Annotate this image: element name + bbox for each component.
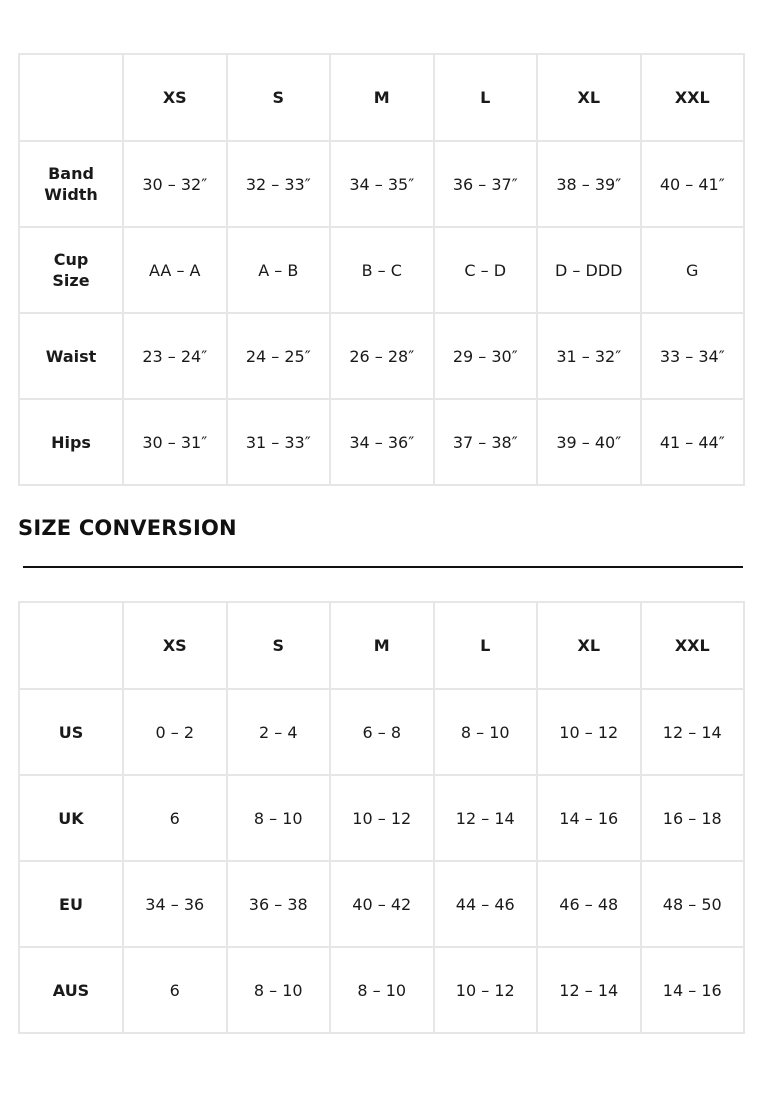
table-cell: 30 – 32″ — [123, 141, 227, 227]
table-cell: 14 – 16 — [537, 775, 641, 861]
row-label-hips: Hips — [19, 399, 123, 485]
table-row — [19, 227, 744, 313]
table-cell: D – DDD — [537, 227, 641, 313]
size-header: XL — [537, 602, 641, 689]
table-cell: B – C — [330, 227, 434, 313]
size-header: S — [227, 54, 331, 141]
row-label-us: US — [19, 689, 123, 775]
table-cell: 34 – 35″ — [330, 141, 434, 227]
table-cell: 48 – 50 — [641, 861, 745, 947]
row-label-waist: Waist — [19, 313, 123, 399]
table-cell: 10 – 12 — [434, 947, 538, 1033]
table-cell: 36 – 38 — [227, 861, 331, 947]
table-header-row — [19, 602, 744, 689]
table-row — [19, 399, 744, 485]
table-cell: AA – A — [123, 227, 227, 313]
table-header-row — [19, 54, 744, 141]
table-cell: 23 – 24″ — [123, 313, 227, 399]
table-cell: 6 — [123, 947, 227, 1033]
table-cell: 2 – 4 — [227, 689, 331, 775]
table-cell: 16 – 18 — [641, 775, 745, 861]
table-cell: 12 – 14 — [434, 775, 538, 861]
table-cell: 39 – 40″ — [537, 399, 641, 485]
row-label-uk: UK — [19, 775, 123, 861]
size-header: S — [227, 602, 331, 689]
row-label-eu: EU — [19, 861, 123, 947]
table-cell: 40 – 41″ — [641, 141, 745, 227]
size-header: M — [330, 602, 434, 689]
table-cell: 10 – 12 — [330, 775, 434, 861]
table-cell: 6 — [123, 775, 227, 861]
size-conversion-table — [18, 601, 745, 1034]
table-cell: 37 – 38″ — [434, 399, 538, 485]
table-cell: 38 – 39″ — [537, 141, 641, 227]
table-row — [19, 689, 744, 775]
size-header: L — [434, 54, 538, 141]
table-cell: 8 – 10 — [227, 775, 331, 861]
size-header: M — [330, 54, 434, 141]
table-row — [19, 861, 744, 947]
table-cell: 34 – 36 — [123, 861, 227, 947]
table-row — [19, 141, 744, 227]
table-row — [19, 947, 744, 1033]
table-cell: 36 – 37″ — [434, 141, 538, 227]
table-cell: 10 – 12 — [537, 689, 641, 775]
table-row — [19, 775, 744, 861]
size-header: XS — [123, 54, 227, 141]
size-header: XL — [537, 54, 641, 141]
corner-cell — [19, 54, 123, 141]
table-cell: 14 – 16 — [641, 947, 745, 1033]
table-cell: 26 – 28″ — [330, 313, 434, 399]
table-cell: 46 – 48 — [537, 861, 641, 947]
size-header: L — [434, 602, 538, 689]
table-cell: 31 – 32″ — [537, 313, 641, 399]
size-header: XXL — [641, 602, 745, 689]
table-cell: 29 – 30″ — [434, 313, 538, 399]
table-cell: A – B — [227, 227, 331, 313]
table-cell: 44 – 46 — [434, 861, 538, 947]
size-header: XXL — [641, 54, 745, 141]
table-cell: 8 – 10 — [227, 947, 331, 1033]
table-cell: 41 – 44″ — [641, 399, 745, 485]
row-label-aus: AUS — [19, 947, 123, 1033]
table-cell: 8 – 10 — [330, 947, 434, 1033]
size-measurement-table — [18, 53, 745, 486]
corner-cell — [19, 602, 123, 689]
table-cell: 33 – 34″ — [641, 313, 745, 399]
table-cell: 32 – 33″ — [227, 141, 331, 227]
table-cell: C – D — [434, 227, 538, 313]
table-cell: G — [641, 227, 745, 313]
table-cell: 6 – 8 — [330, 689, 434, 775]
table-row — [19, 313, 744, 399]
row-label-cup-size: Cup Size — [19, 227, 123, 313]
section-title: SIZE CONVERSION — [18, 516, 237, 540]
table-cell: 0 – 2 — [123, 689, 227, 775]
table-cell: 12 – 14 — [537, 947, 641, 1033]
table-cell: 8 – 10 — [434, 689, 538, 775]
section-divider — [23, 566, 743, 568]
table-cell: 30 – 31″ — [123, 399, 227, 485]
table-cell: 24 – 25″ — [227, 313, 331, 399]
table-cell: 40 – 42 — [330, 861, 434, 947]
table-cell: 34 – 36″ — [330, 399, 434, 485]
row-label-band-width: Band Width — [19, 141, 123, 227]
table-cell: 31 – 33″ — [227, 399, 331, 485]
size-header: XS — [123, 602, 227, 689]
table-cell: 12 – 14 — [641, 689, 745, 775]
